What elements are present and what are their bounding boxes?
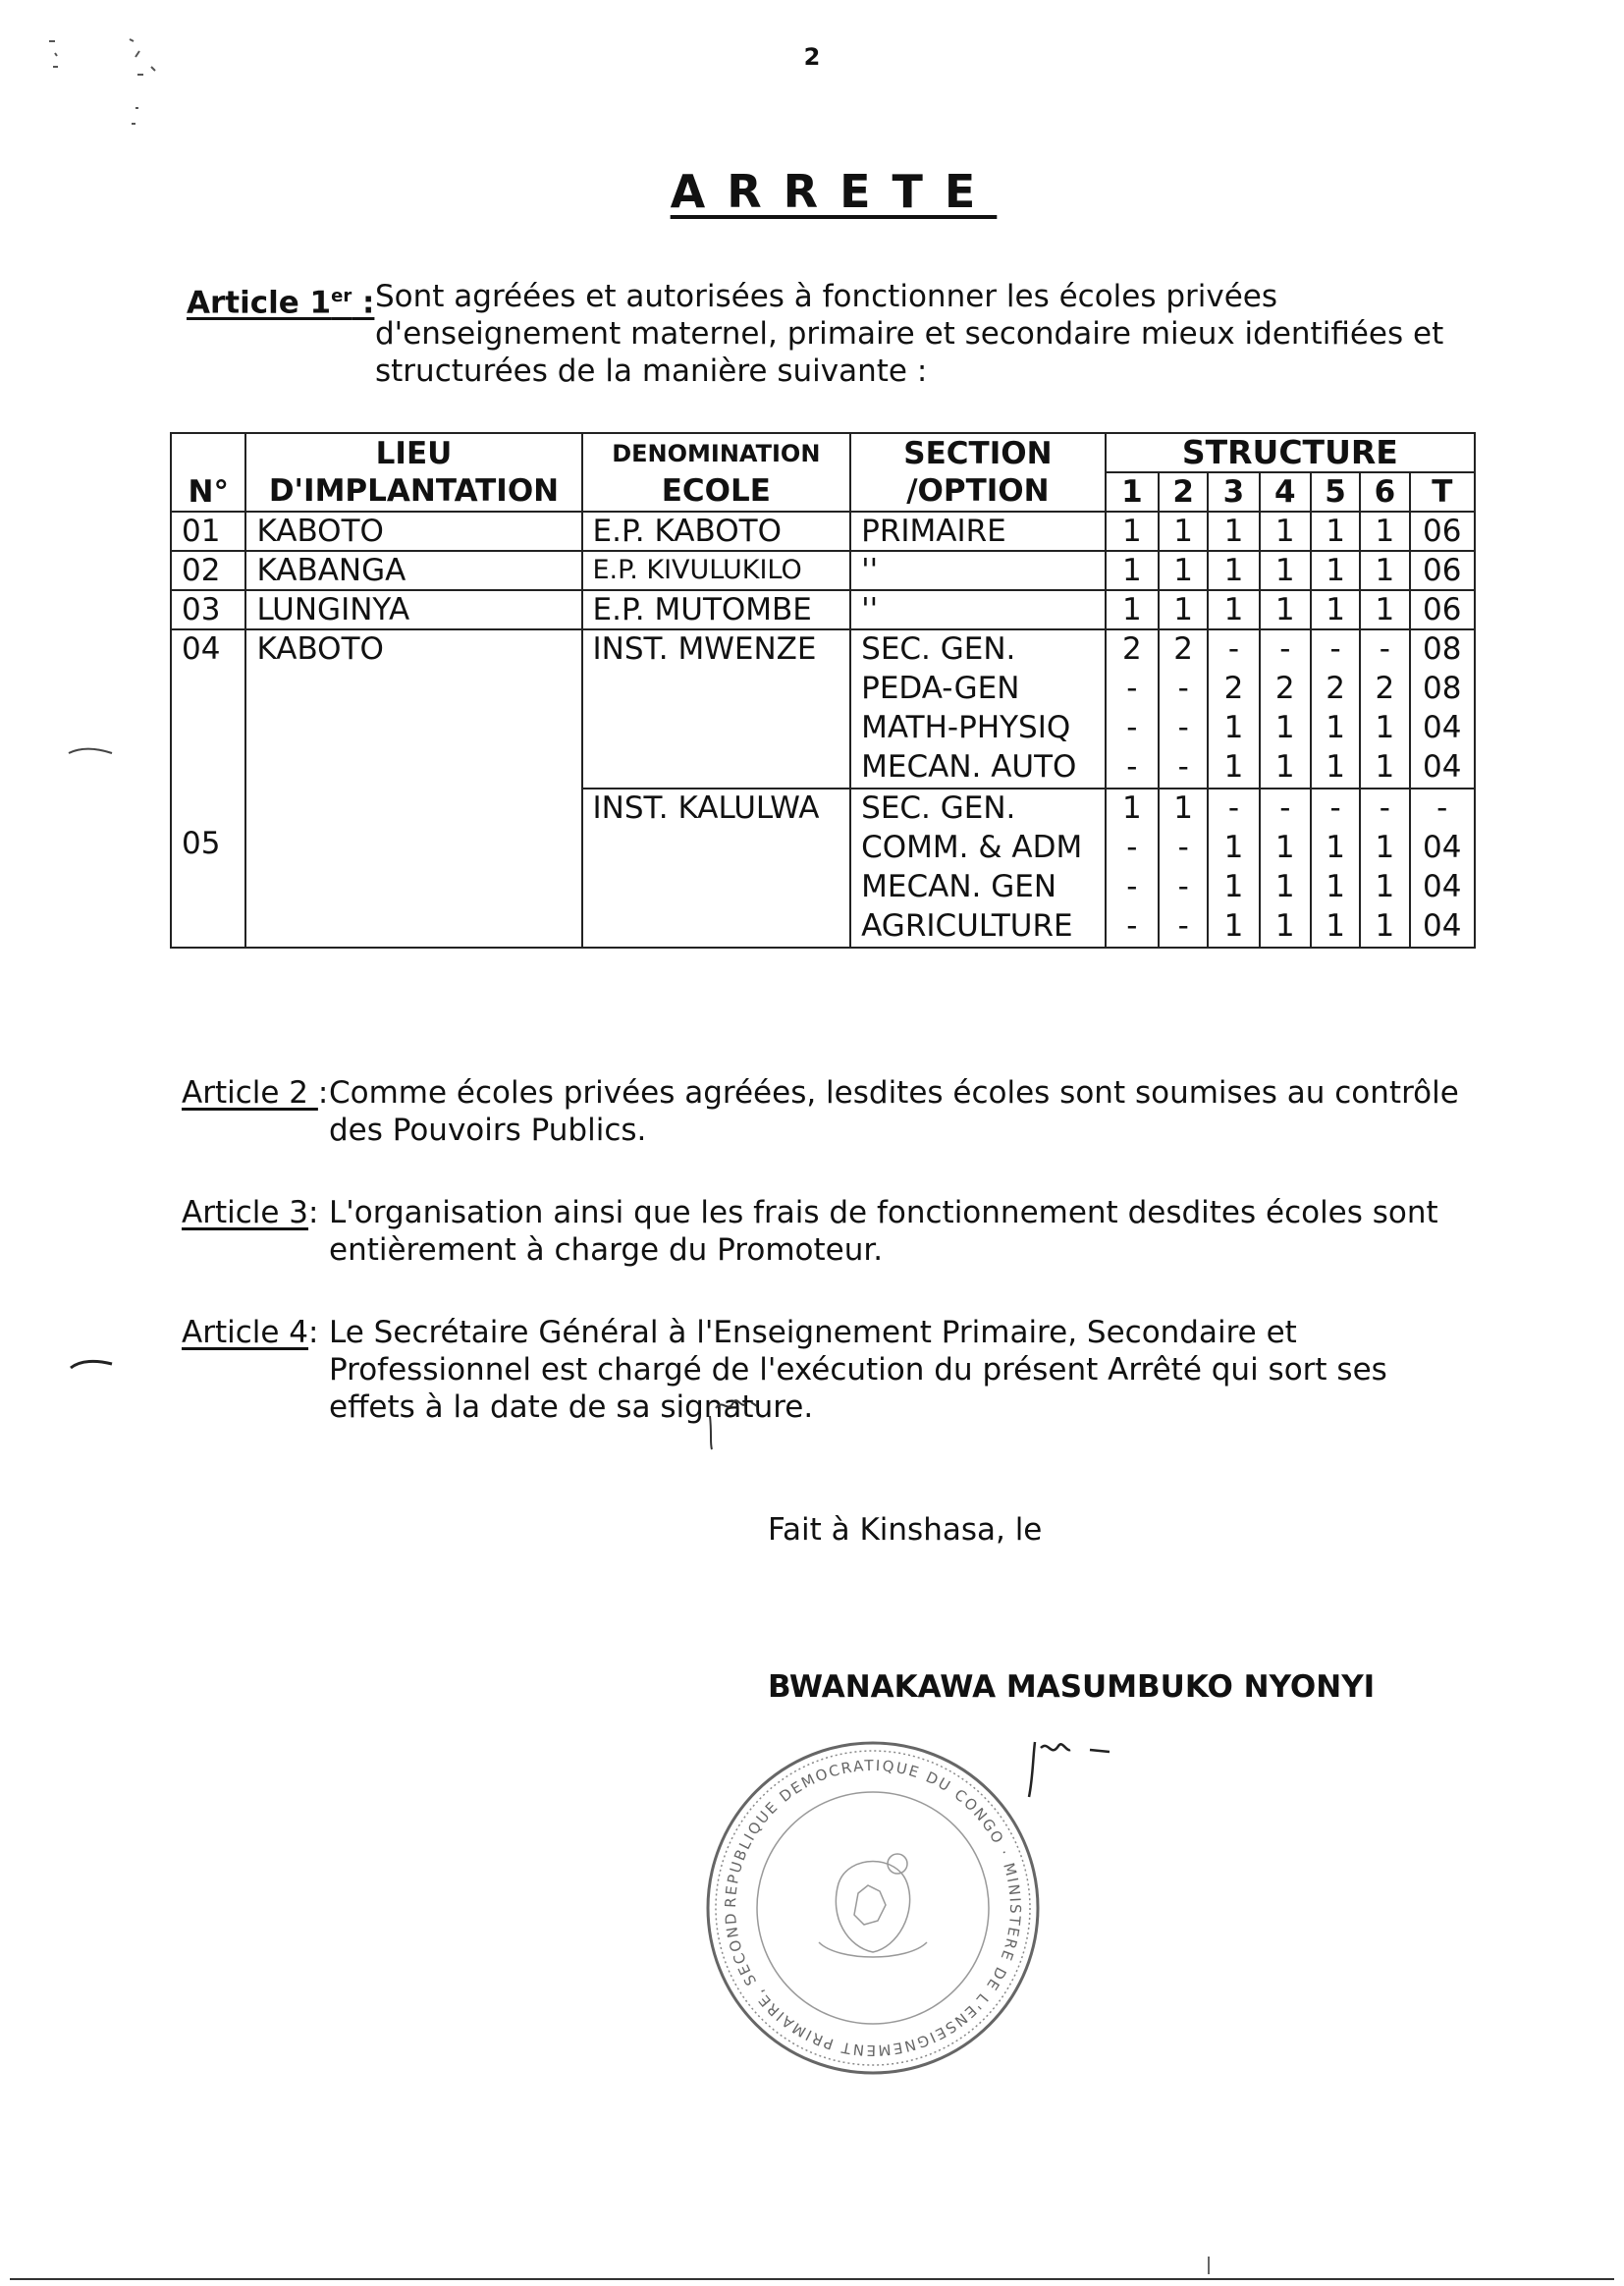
row-ecole: INST. KALULWA bbox=[582, 789, 851, 948]
cell-value: 2 bbox=[1121, 631, 1142, 667]
cell-value: - bbox=[1126, 869, 1138, 904]
margin-mark bbox=[67, 742, 116, 761]
section-name: COMM. & ADM bbox=[861, 830, 1083, 865]
article-4-label-text: Article 4 bbox=[182, 1315, 309, 1350]
cell-value: - bbox=[1177, 869, 1189, 904]
cell-value: - bbox=[1379, 790, 1390, 826]
cell-value: - bbox=[1329, 790, 1341, 826]
section-name: MATH-PHYSIQ bbox=[861, 710, 1071, 745]
cell-value: 04 bbox=[1423, 830, 1462, 865]
cell-value: - bbox=[1279, 631, 1291, 667]
cell-value: - bbox=[1126, 830, 1138, 865]
row-ecole: E.P. KABOTO bbox=[582, 512, 851, 551]
svg-text:REPUBLIQUE DEMOCRATIQUE DU CON bbox=[701, 1736, 1024, 2059]
row-total: 06 bbox=[1410, 551, 1475, 590]
cell-value: 1 bbox=[1375, 830, 1395, 865]
cell-value: 1 bbox=[1375, 908, 1395, 944]
cell-value: 2 bbox=[1223, 671, 1244, 706]
row-value-1: 1 bbox=[1106, 590, 1159, 629]
row-no: 05 bbox=[171, 789, 245, 948]
cell-value: - bbox=[1177, 908, 1189, 944]
col-3-values bbox=[1208, 789, 1259, 948]
col-4-values bbox=[1260, 789, 1311, 948]
cell-value: - bbox=[1227, 790, 1240, 826]
cell-value: - bbox=[1279, 790, 1291, 826]
cell-value: - bbox=[1126, 749, 1138, 785]
cell-value: - bbox=[1379, 631, 1390, 667]
article-1-label bbox=[187, 278, 374, 321]
header-no: N° bbox=[171, 433, 245, 512]
article-4-sep: : bbox=[308, 1315, 319, 1350]
header-denomination-top: DENOMINATION bbox=[612, 440, 821, 467]
row-lieu: KABOTO bbox=[245, 512, 581, 551]
article-2-sep: : bbox=[317, 1075, 329, 1111]
cell-value: 1 bbox=[1223, 908, 1244, 944]
article-3-sep: : bbox=[308, 1195, 319, 1230]
cell-value: 1 bbox=[1274, 710, 1295, 745]
section-name: AGRICULTURE bbox=[861, 908, 1073, 944]
header-col-2: 2 bbox=[1159, 472, 1208, 512]
row-no: 03 bbox=[171, 590, 245, 629]
cell-value: 2 bbox=[1375, 671, 1395, 706]
row-value-2: 1 bbox=[1159, 512, 1208, 551]
document-title-text: ARRETE bbox=[670, 165, 998, 218]
row-value-4: 1 bbox=[1260, 590, 1311, 629]
row-section: PRIMAIRE bbox=[850, 512, 1106, 551]
col-6-values bbox=[1360, 789, 1409, 948]
row-value-1: 1 bbox=[1106, 512, 1159, 551]
col-2-values bbox=[1159, 789, 1208, 948]
cell-value: - bbox=[1177, 830, 1189, 865]
article-1-label-suffix: : bbox=[352, 285, 375, 321]
row-value-6: 1 bbox=[1360, 590, 1409, 629]
article-4-label bbox=[182, 1314, 318, 1351]
cell-value: - bbox=[1177, 710, 1189, 745]
row-value-4: 1 bbox=[1260, 512, 1311, 551]
cell-value: 1 bbox=[1173, 790, 1194, 826]
cell-value: 1 bbox=[1326, 830, 1345, 865]
table-row bbox=[171, 551, 1475, 590]
row-sections bbox=[850, 789, 1106, 948]
cell-value: 1 bbox=[1375, 710, 1395, 745]
cell-value: 2 bbox=[1274, 671, 1295, 706]
table-row bbox=[171, 512, 1475, 551]
article-2-text: Comme écoles privées agréées, lesdites écoles sont soumises au contrôle des Pouvoirs Publics. bbox=[329, 1075, 1459, 1148]
row-section: '' bbox=[850, 551, 1106, 590]
cell-value: - bbox=[1227, 631, 1240, 667]
section-name: SEC. GEN. bbox=[861, 790, 1016, 826]
row-value-2: 1 bbox=[1159, 590, 1208, 629]
cell-value: 1 bbox=[1274, 749, 1295, 785]
header-col-6: 6 bbox=[1360, 472, 1409, 512]
row-lieu: LUNGINYA bbox=[245, 590, 581, 629]
row-lieu: KABANGA bbox=[245, 551, 581, 590]
table-header-row-1 bbox=[171, 433, 1475, 472]
document-title bbox=[0, 165, 1624, 218]
section-name: SEC. GEN. bbox=[861, 631, 1016, 667]
row-total: 06 bbox=[1410, 512, 1475, 551]
section-name: MECAN. GEN bbox=[861, 869, 1057, 904]
place-date: Fait à Kinshasa, le bbox=[768, 1512, 1043, 1548]
cell-value: 1 bbox=[1375, 869, 1395, 904]
header-col-1: 1 bbox=[1106, 472, 1159, 512]
article-2-label-text: Article 2 bbox=[182, 1075, 318, 1111]
cell-value: 2 bbox=[1326, 671, 1345, 706]
header-denomination bbox=[582, 433, 851, 512]
article-4-text: Le Secrétaire Général à l'Enseignement Primaire, Secondaire et Professionnel est chargé de l'exécution du présent Arrêté qui sort ses effets à la date de sa signature. bbox=[329, 1315, 1387, 1425]
cell-value: 1 bbox=[1223, 830, 1244, 865]
header-denomination-bottom: ECOLE bbox=[661, 473, 771, 509]
cell-value: - bbox=[1436, 790, 1448, 826]
cell-value: 04 bbox=[1423, 710, 1462, 745]
col-6-values bbox=[1360, 629, 1409, 789]
col-4-values bbox=[1260, 629, 1311, 789]
row-value-6: 1 bbox=[1360, 551, 1409, 590]
cell-value: 1 bbox=[1375, 749, 1395, 785]
row-sections bbox=[850, 629, 1106, 789]
cell-value: 1 bbox=[1326, 908, 1345, 944]
row-value-6: 1 bbox=[1360, 512, 1409, 551]
table-row bbox=[171, 590, 1475, 629]
col-2-values bbox=[1159, 629, 1208, 789]
cell-value: 1 bbox=[1223, 710, 1244, 745]
cell-value: - bbox=[1177, 671, 1189, 706]
header-col-4: 4 bbox=[1260, 472, 1311, 512]
article-1-label-text: Article 1 bbox=[187, 285, 332, 321]
seal-text: REPUBLIQUE DEMOCRATIQUE DU CONGO · MINISTERE DE L'ENSEIGNEMENT PRIMAIRE, SECOND bbox=[721, 1756, 1025, 2060]
row-ecole: E.P. KIVULUKILO bbox=[582, 551, 851, 590]
row-section: '' bbox=[850, 590, 1106, 629]
col-3-values bbox=[1208, 629, 1259, 789]
page-number: 2 bbox=[803, 43, 821, 71]
cell-value: 04 bbox=[1423, 749, 1462, 785]
cell-value: 04 bbox=[1423, 869, 1462, 904]
official-seal-icon bbox=[701, 1736, 1045, 2084]
cell-value: - bbox=[1329, 631, 1341, 667]
row-no: 02 bbox=[171, 551, 245, 590]
article-2 bbox=[182, 1074, 1458, 1153]
col-1-values bbox=[1106, 789, 1159, 948]
col-5-values bbox=[1311, 629, 1360, 789]
row-no: 04 bbox=[171, 629, 245, 789]
row-value-1: 1 bbox=[1106, 551, 1159, 590]
cell-value: 1 bbox=[1223, 749, 1244, 785]
row-value-2: 1 bbox=[1159, 551, 1208, 590]
row-ecole: E.P. MUTOMBE bbox=[582, 590, 851, 629]
section-name: PEDA-GEN bbox=[861, 671, 1020, 706]
col-1-values bbox=[1106, 629, 1159, 789]
cell-value: 1 bbox=[1121, 790, 1142, 826]
initial-mark-icon bbox=[702, 1394, 781, 1457]
cell-value: - bbox=[1177, 749, 1189, 785]
cell-value: 1 bbox=[1223, 869, 1244, 904]
row-ecole: INST. MWENZE bbox=[582, 629, 851, 789]
footer-rule bbox=[10, 2278, 1614, 2280]
cell-value: 2 bbox=[1173, 631, 1194, 667]
cell-value: 1 bbox=[1326, 749, 1345, 785]
article-3 bbox=[182, 1194, 1458, 1273]
article-3-text: L'organisation ainsi que les frais de fonctionnement desdites écoles sont entièrement à charge du Promoteur. bbox=[329, 1195, 1438, 1268]
table-row-group-school-04 bbox=[171, 629, 1475, 789]
cell-value: 08 bbox=[1423, 631, 1462, 667]
schools-table bbox=[170, 432, 1476, 949]
cell-value: - bbox=[1126, 908, 1138, 944]
article-2-label bbox=[182, 1074, 328, 1112]
row-value-3: 1 bbox=[1208, 551, 1259, 590]
article-3-label-text: Article 3 bbox=[182, 1195, 309, 1230]
article-1-text: Sont agréées et autorisées à fonctionner les écoles privées d'enseignement maternel, primaire et secondaire mieux identifiées et structurées de la manière suivante : bbox=[375, 279, 1444, 389]
row-value-5: 1 bbox=[1311, 590, 1360, 629]
cell-value: 04 bbox=[1423, 908, 1462, 944]
col-total-values bbox=[1410, 629, 1475, 789]
row-value-4: 1 bbox=[1260, 551, 1311, 590]
cell-value: 1 bbox=[1274, 869, 1295, 904]
header-col-t: T bbox=[1410, 472, 1475, 512]
section-name: MECAN. AUTO bbox=[861, 749, 1077, 785]
header-col-5: 5 bbox=[1311, 472, 1360, 512]
row-value-3: 1 bbox=[1208, 512, 1259, 551]
article-1-label-sup: er bbox=[331, 286, 352, 306]
row-value-5: 1 bbox=[1311, 512, 1360, 551]
signer-name: BWANAKAWA MASUMBUKO NYONYI bbox=[768, 1669, 1376, 1705]
cell-value: 1 bbox=[1326, 869, 1345, 904]
row-no: 01 bbox=[171, 512, 245, 551]
header-lieu: LIEU D'IMPLANTATION bbox=[245, 433, 581, 512]
cell-value: 1 bbox=[1274, 908, 1295, 944]
row-lieu: KABOTO bbox=[245, 629, 581, 948]
cell-value: - bbox=[1126, 710, 1138, 745]
cell-value: 1 bbox=[1274, 830, 1295, 865]
row-total: 06 bbox=[1410, 590, 1475, 629]
header-section: SECTION /OPTION bbox=[850, 433, 1106, 512]
margin-mark bbox=[69, 1357, 118, 1376]
header-structure: STRUCTURE bbox=[1106, 433, 1475, 472]
row-value-5: 1 bbox=[1311, 551, 1360, 590]
cell-value: - bbox=[1126, 671, 1138, 706]
article-4 bbox=[182, 1314, 1458, 1432]
margin-mark bbox=[1206, 2255, 1212, 2280]
cell-value: 1 bbox=[1326, 710, 1345, 745]
row-value-3: 1 bbox=[1208, 590, 1259, 629]
col-5-values bbox=[1311, 789, 1360, 948]
col-total-values bbox=[1410, 789, 1475, 948]
article-3-label bbox=[182, 1194, 318, 1231]
cell-value: 08 bbox=[1423, 671, 1462, 706]
article-1 bbox=[187, 278, 1463, 396]
header-col-3: 3 bbox=[1208, 472, 1259, 512]
